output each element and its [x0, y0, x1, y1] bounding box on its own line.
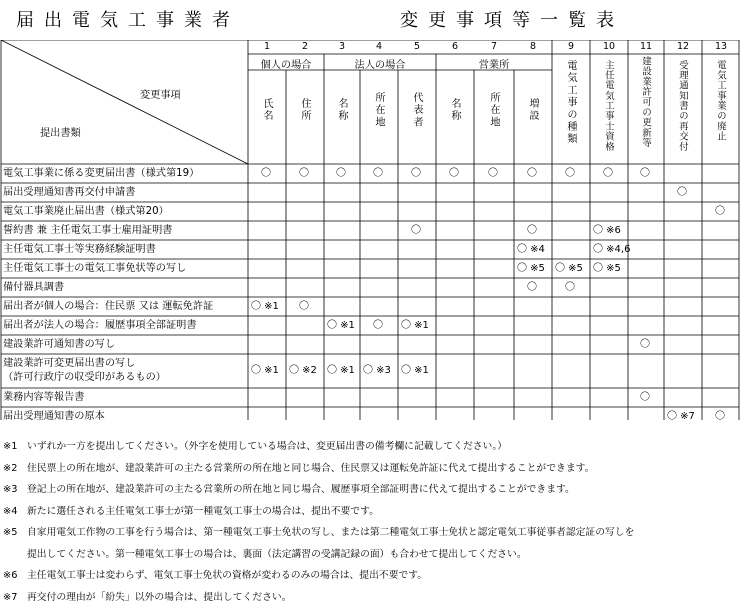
row-label: 業務内容等報告書	[3, 392, 85, 404]
footnote-line	[3, 522, 738, 544]
mark-cell: 〇 ※1	[251, 301, 279, 313]
col-label-10: 主任電気工事士資格	[602, 60, 615, 152]
mark-cell: 〇	[336, 168, 346, 180]
mark-cell: 〇	[411, 168, 421, 180]
header-diagonal	[1, 40, 248, 164]
mark-cell: 〇 ※7	[667, 411, 695, 423]
col-label-8: 増設	[526, 98, 539, 122]
col-number-8: 8	[523, 41, 543, 52]
mark-cell: 〇 ※5	[517, 263, 545, 275]
col-label-5: 代表者	[410, 92, 423, 129]
group-individual: 個人の場合	[248, 56, 324, 71]
row-label: 主任電気工事士の電気工事免状等の写し	[3, 263, 186, 275]
mark-cell: 〇 ※6	[593, 225, 621, 237]
change-items-table	[0, 40, 740, 420]
mark-cell: 〇 ※1	[327, 365, 355, 377]
mark-cell: 〇	[373, 168, 383, 180]
mark-cell: 〇	[677, 187, 687, 199]
title-left: 届出電気工事業者	[16, 6, 240, 32]
page-title	[0, 6, 740, 34]
footnote-text: 登記上の所在地が、建設業許可の主たる営業所の所在地と同じ場合、履歴事項全部証明書に代えて提出することができます。	[27, 484, 575, 495]
col-label-6: 名称	[448, 98, 461, 122]
row-label: 備付器具調書	[3, 282, 64, 294]
mark-cell: 〇	[715, 411, 725, 423]
mark-cell: 〇	[411, 225, 421, 237]
mark-cell: 〇	[640, 168, 650, 180]
footnote-key: ※7	[3, 587, 27, 608]
col-number-6: 6	[445, 41, 465, 52]
mark-cell: 〇 ※2	[289, 365, 317, 377]
col-number-9: 9	[561, 41, 581, 52]
footnote-text: 住民票上の所在地が、建設業許可の主たる営業所の所在地と同じ場合、住民票又は運転免許証に代えて提出することができます。	[27, 463, 594, 474]
col-number-4: 4	[369, 41, 389, 52]
row-label: 届出受理通知書の原本	[3, 411, 105, 423]
col-label-4: 所在地	[372, 92, 385, 129]
row-label: 建設業許可通知書の写し	[3, 339, 115, 351]
footnote-line	[3, 501, 738, 523]
mark-cell: 〇 ※5	[555, 263, 583, 275]
mark-cell: 〇	[715, 206, 725, 218]
header-diag-bottom: 提出書類	[40, 124, 81, 139]
footnote-key: ※6	[3, 565, 27, 587]
mark-cell: 〇	[640, 392, 650, 404]
mark-cell: 〇	[488, 168, 498, 180]
footnote-line	[3, 587, 738, 608]
mark-cell: 〇	[603, 168, 613, 180]
col-label-9: 電気工事の種類	[564, 60, 577, 145]
row-label: 建設業許可変更届出書の写し	[3, 358, 135, 370]
mark-cell: 〇 ※5	[593, 263, 621, 275]
mark-cell: 〇	[449, 168, 459, 180]
title-right: 変更事項等一覧表	[400, 6, 624, 32]
row-label: 届出受理通知書再交付申請書	[3, 187, 135, 199]
footnote-key: ※1	[3, 436, 27, 458]
mark-cell: 〇	[527, 168, 537, 180]
col-label-3: 名称	[335, 98, 348, 122]
col-number-10: 10	[599, 41, 619, 52]
row-label: 電気工事業に係る変更届出書（様式第19）	[3, 168, 199, 180]
footnote-key: ※5	[3, 522, 27, 544]
mark-cell: 〇 ※1	[327, 320, 355, 332]
mark-cell: 〇	[565, 168, 575, 180]
footnote-line	[3, 544, 738, 566]
row-label: 届出者が法人の場合：履歴事項全部証明書	[3, 320, 197, 332]
mark-cell: 〇 ※3	[363, 365, 391, 377]
footnote-key: ※3	[3, 479, 27, 501]
footnote-line	[3, 458, 738, 480]
col-number-1: 1	[257, 41, 277, 52]
group-corporate: 法人の場合	[324, 56, 436, 71]
footnote-key: ※4	[3, 501, 27, 523]
mark-cell: 〇	[565, 282, 575, 294]
footnote-text: 主任電気工事士は変わらず、電気工事士免状の資格が変わるのみの場合は、提出不要です。	[27, 570, 427, 581]
mark-cell: 〇	[373, 320, 383, 332]
footnote-text: いずれか一方を提出してください。（外字を使用している場合は、変更届出書の備考欄に記載してください。）	[27, 441, 507, 452]
mark-cell: 〇	[261, 168, 271, 180]
mark-cell: 〇 ※1	[401, 320, 429, 332]
col-number-13: 13	[711, 41, 731, 52]
col-label-11: 建設業許可の更新等	[639, 56, 652, 148]
footnote-text: 自家用電気工作物の工事を行う場合は、第一種電気工事士免状の写し、または第二種電気工事士免状と認定電気工事従事者認定証の写しを	[27, 527, 634, 538]
group-office: 営業所	[436, 56, 552, 71]
col-number-5: 5	[407, 41, 427, 52]
mark-cell: 〇 ※4	[517, 244, 545, 256]
col-number-3: 3	[332, 41, 352, 52]
col-number-11: 11	[636, 41, 656, 52]
footnote-text: 新たに選任される主任電気工事士が第一種電気工事士の場合は、提出不要です。	[27, 506, 379, 517]
col-number-7: 7	[484, 41, 504, 52]
mark-cell: 〇 ※1	[401, 365, 429, 377]
footnote-line	[3, 479, 738, 501]
mark-cell: 〇 ※1	[251, 365, 279, 377]
mark-cell: 〇	[527, 282, 537, 294]
col-label-13: 電気工事業の廃止	[714, 60, 727, 142]
col-label-2: 住所	[298, 98, 311, 122]
footnote-text: 提出してください。第一種電気工事士の場合は、裏面（法定講習の受講記録の面）も合わせて提出してください。	[27, 549, 527, 560]
col-label-1: 氏名	[260, 98, 273, 122]
mark-cell: 〇 ※4,6	[593, 244, 630, 256]
footnote-key: ※2	[3, 458, 27, 480]
footnote-line	[3, 436, 738, 458]
col-label-7: 所在地	[487, 92, 500, 129]
row-label: 主任電気工事士等実務経験証明書	[3, 244, 156, 256]
footnotes	[3, 436, 738, 608]
row-label-sub: （許可行政庁の収受印があるもの）	[3, 372, 166, 384]
footnote-text: 再交付の理由が「紛失」以外の場合は、提出してください。	[27, 592, 292, 603]
mark-cell: 〇	[640, 339, 650, 351]
footnote-line	[3, 565, 738, 587]
col-number-12: 12	[673, 41, 693, 52]
mark-cell: 〇	[299, 301, 309, 313]
mark-cell: 〇	[299, 168, 309, 180]
header-diag-top: 変更事項	[140, 86, 181, 101]
row-label: 電気工事業廃止届出書（様式第20）	[3, 206, 169, 218]
row-label: 届出者が個人の場合：住民票 又は 運転免許証	[3, 301, 213, 313]
col-label-12: 受理通知書の再交付	[676, 60, 689, 152]
row-label: 誓約書 兼 主任電気工事士雇用証明書	[3, 225, 172, 237]
mark-cell: 〇	[527, 225, 537, 237]
col-number-2: 2	[295, 41, 315, 52]
